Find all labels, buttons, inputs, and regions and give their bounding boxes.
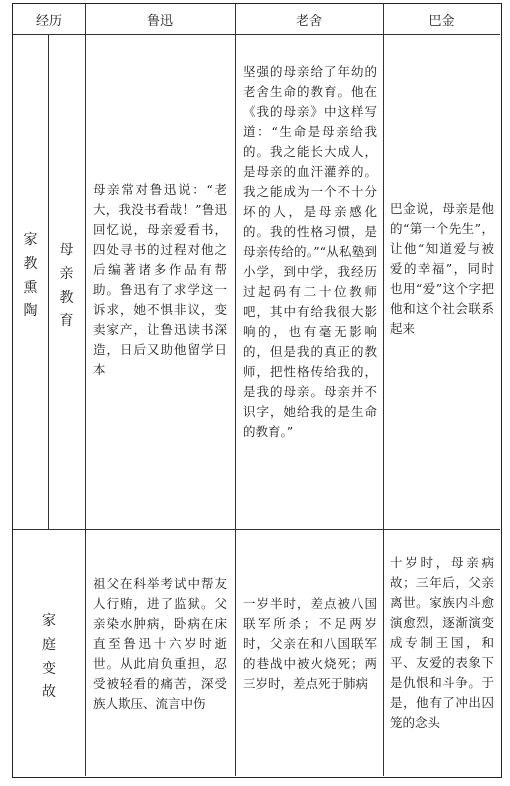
col-divider-luxun: [235, 4, 236, 776]
row-category-family-education: [13, 229, 48, 324]
row-divider: [13, 529, 500, 530]
cell-laoshe-family-misfortune: 一岁半时，差点被八国联军所杀；不足两岁时，父亲在和八国联军的巷战中被火烧死；两三岁时，差点死于肺病: [243, 596, 377, 691]
cell-luxun-family-misfortune: 祖父在科举考试中帮友人行贿，进了监狱。父亲染水肿病，卧病在床直至鲁迅十六岁时逝世。从此肩负重担，忍受被轻看的痛苦，深受族人欺压、流言中伤: [93, 576, 227, 711]
vertical-label-text: 家 教 熏 陶: [23, 232, 38, 320]
comparison-table: [12, 3, 502, 778]
header-divider: [13, 34, 500, 35]
cell-laoshe-mother-education: 坚强的母亲给了年幼的老舍生命的教育。他在《我的母亲》中这样写道：“生命是母亲给我的。我之能长大成人，是母亲的血汗灌养的。我之能成为一个不十分坏的人，是母亲感化的。我的性格习惯，是母亲传给的。”“从私塾到小学，到中学，我经历过起码有二十位教师吧，其中有给我很大影响的，也有毫无影响的，但是我的真正的教师，把性格传给我的，是我的母亲。母亲并不识字，她给我的是生命的教育。”: [243, 64, 377, 439]
header-experience: 经历: [35, 13, 62, 29]
vertical-label-text: 家 庭 变 故: [42, 613, 56, 701]
cell-bajin-mother-education: 巴金说，母亲是他的“第一个先生”，让他“知道爱与被爱的幸福”，同时也用“爱”这个字把他和这个社会联系起来: [390, 201, 494, 336]
header-bajin: 巴金: [428, 13, 455, 29]
header-laoshe: 老舍: [295, 13, 322, 29]
cell-luxun-mother-education: 母亲常对鲁迅说：“老大，我没书看哉！”鲁迅回忆说，母亲爱看书，四处寻书的过程对他之后编著诸多作品有帮助。鲁迅有了求学这一诉求，她不惧非议，变卖家产，让鲁迅读书深造，日后又助他留学日本: [93, 182, 227, 377]
cell-bajin-family-misfortune: 十岁时，母亲病故；三年后，父亲离世。家族内斗愈演愈烈，逐渐演变成专制王国，和平、友爱的表象下是仇恨和斗争。于是，他有了冲出囚笼的念头: [390, 555, 494, 730]
col-divider-experience: [85, 4, 86, 776]
row-category-family-misfortune: [13, 610, 85, 705]
row-subcategory-mother-education: [48, 239, 85, 334]
col-divider-laoshe: [383, 4, 384, 776]
vertical-label-text: 母 亲 教 育: [59, 242, 74, 330]
header-luxun: 鲁迅: [146, 13, 173, 29]
